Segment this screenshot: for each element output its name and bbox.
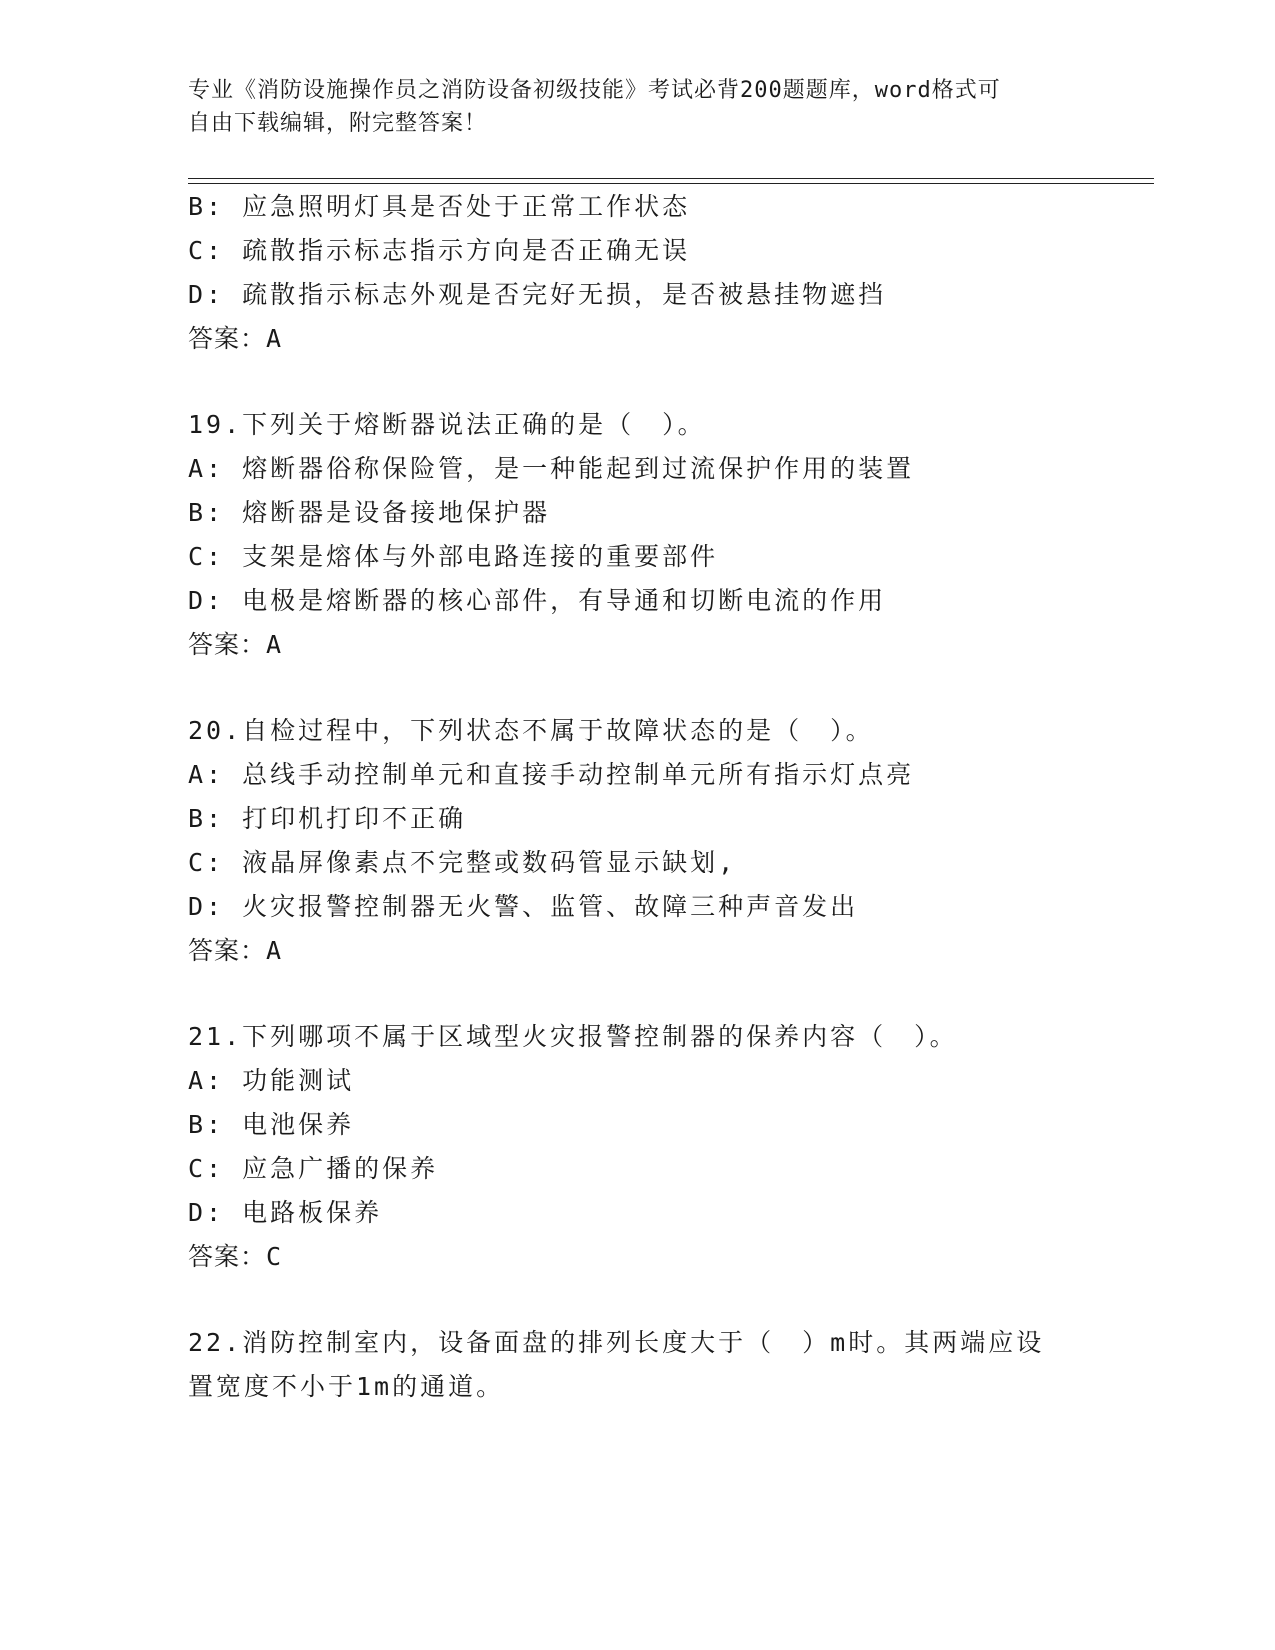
question-21-option-b: B: 电池保养 (188, 1110, 355, 1139)
question-21-option-a: A: 功能测试 (188, 1066, 355, 1095)
answer-value: A (266, 936, 283, 965)
answer-value: A (266, 630, 283, 659)
header-line-2: 自由下载编辑，附完整答案！ (188, 111, 488, 136)
prev-option-c: C: 疏散指示标志指示方向是否正确无误 (188, 236, 691, 265)
answer-label: 答案： (188, 936, 267, 965)
question-20-option-c: C: 液晶屏像素点不完整或数码管显示缺划, (188, 848, 737, 877)
answer-label: 答案： (188, 324, 267, 353)
question-21-option-c: C: 应急广播的保养 (188, 1154, 439, 1183)
question-21-stem: 21.下列哪项不属于区域型火灾报警控制器的保养内容（ ）。 (188, 1022, 958, 1051)
question-21-answer (188, 1240, 282, 1274)
header-line-1: 专业《消防设施操作员之消防设备初级技能》考试必背200题题库，word格式可 (188, 78, 1001, 103)
question-22-stem-line-1: 22.消防控制室内，设备面盘的排列长度大于（ ）m时。其两端应设 (188, 1328, 1045, 1357)
question-19-stem: 19.下列关于熔断器说法正确的是（ ）。 (188, 410, 706, 439)
prev-answer (188, 322, 282, 356)
question-19-option-b: B: 熔断器是设备接地保护器 (188, 498, 551, 527)
answer-value: C (266, 1242, 283, 1271)
answer-value: A (266, 324, 283, 353)
question-20-option-b: B: 打印机打印不正确 (188, 804, 467, 833)
question-22-stem-line-2: 置宽度不小于1m的通道。 (188, 1372, 505, 1401)
question-20-option-d: D: 火灾报警控制器无火警、监管、故障三种声音发出 (188, 892, 859, 921)
answer-label: 答案： (188, 630, 267, 659)
header-divider-bottom (188, 183, 1154, 184)
question-19-option-a: A: 熔断器俗称保险管，是一种能起到过流保护作用的装置 (188, 454, 915, 483)
question-20-stem: 20.自检过程中，下列状态不属于故障状态的是（ ）。 (188, 716, 874, 745)
answer-label: 答案： (188, 1242, 267, 1271)
question-20-answer (188, 934, 282, 968)
prev-option-b: B: 应急照明灯具是否处于正常工作状态 (188, 192, 691, 221)
question-19-option-d: D: 电极是熔断器的核心部件，有导通和切断电流的作用 (188, 586, 887, 615)
question-19-answer (188, 628, 282, 662)
question-21-option-d: D: 电路板保养 (188, 1198, 383, 1227)
document-header (188, 74, 1068, 140)
question-19-option-c: C: 支架是熔体与外部电路连接的重要部件 (188, 542, 719, 571)
question-20-option-a: A: 总线手动控制单元和直接手动控制单元所有指示灯点亮 (188, 760, 915, 789)
header-divider-top (188, 178, 1154, 179)
prev-option-d: D: 疏散指示标志外观是否完好无损，是否被悬挂物遮挡 (188, 280, 887, 309)
